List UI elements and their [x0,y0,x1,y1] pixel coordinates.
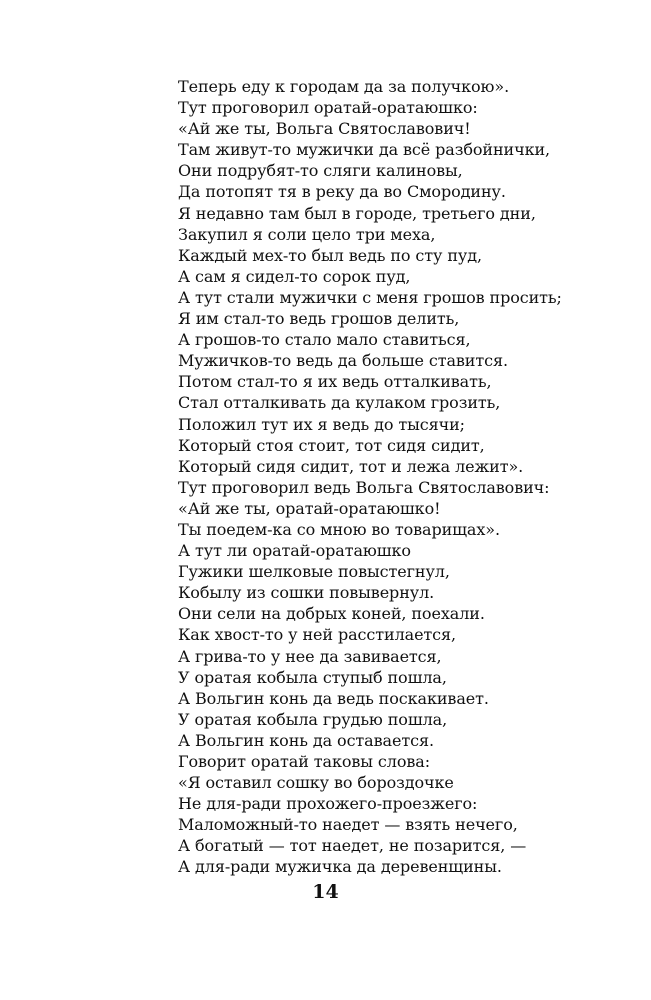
poem-line: Маломожный-то наедет — взять нечего, [178,815,518,835]
poem-line: Мужичков-то ведь да больше ставится. [178,351,508,371]
poem-line: А сам я сидел-то сорок пуд, [178,266,411,286]
poem-line: А грошов-то стало мало ставиться, [178,330,471,350]
poem-line: У оратая кобыла ступыб пошла, [178,667,447,687]
poem-line: Потом стал-то я их ведь отталкивать, [178,372,492,392]
poem-line: Тут проговорил ведь Вольга Святославович: [178,477,550,497]
poem-line: Положил тут их я ведь до тысячи; [178,414,465,434]
poem-line: Кобылу из сошки повывернул. [178,583,435,603]
poem-line: А для-ради мужичка да деревенщины. [178,857,502,877]
poem-line: А Вольгин конь да ведь поскакивает. [178,688,489,708]
poem-line: А богатый — тот наедет, не позарится, — [178,836,527,856]
poem-line: Там живут-то мужички да всё разбойнички, [178,140,551,160]
poem-line: А тут ли оратай-оратаюшко [178,541,411,561]
poem-line: Они подрубят-то сляги калиновы, [178,161,463,181]
poem-text [178,76,618,878]
poem-line: Закупил я соли цело три меха, [178,224,436,244]
page-number: 14 [312,881,339,903]
poem-line: А тут стали мужички с меня грошов просить; [178,287,562,307]
poem-line: Тут проговорил оратай-оратаюшко: [178,98,478,118]
poem-line: Говорит оратай таковы слова: [178,752,431,771]
poem-line: Гужики шелковые повыстегнул, [178,562,450,582]
poem-line: А Вольгин конь да оставается. [178,730,434,750]
poem-line: Я недавно там был в городе, третьего дни, [178,203,536,223]
poem-line: «Ай же ты, оратай-оратаюшко! [178,498,441,518]
poem-line: Стал отталкивать да кулаком грозить, [178,393,501,413]
poem-line: Как хвост-то у ней расстилается, [178,625,457,645]
poem-line: Они сели на добрых коней, поехали. [178,604,485,624]
poem-line: Да потопят тя в реку да во Смородину. [178,182,506,202]
poem-line: Теперь еду к городам да за получкою». [178,77,510,96]
poem-line: «Ай же ты, Вольга Святославович! [178,119,471,139]
poem-line: А грива-то у нее да завивается, [178,646,442,666]
poem-line: Который сидя сидит, тот и лежа лежит». [178,456,524,476]
poem-line: «Я оставил сошку во бороздочке [178,773,454,793]
poem-line: Каждый мех-то был ведь по сту пуд, [178,245,482,265]
poem-line: Ты поедем-ка со мною во товарищах». [178,519,500,539]
poem-line: Который стоя стоит, тот сидя сидит, [178,435,485,455]
poem-line: У оратая кобыла грудью пошла, [178,709,448,729]
poem-line: Я им стал-то ведь грошов делить, [178,309,460,329]
poem-line: Не для-ради прохожего-проезжего: [178,794,478,814]
